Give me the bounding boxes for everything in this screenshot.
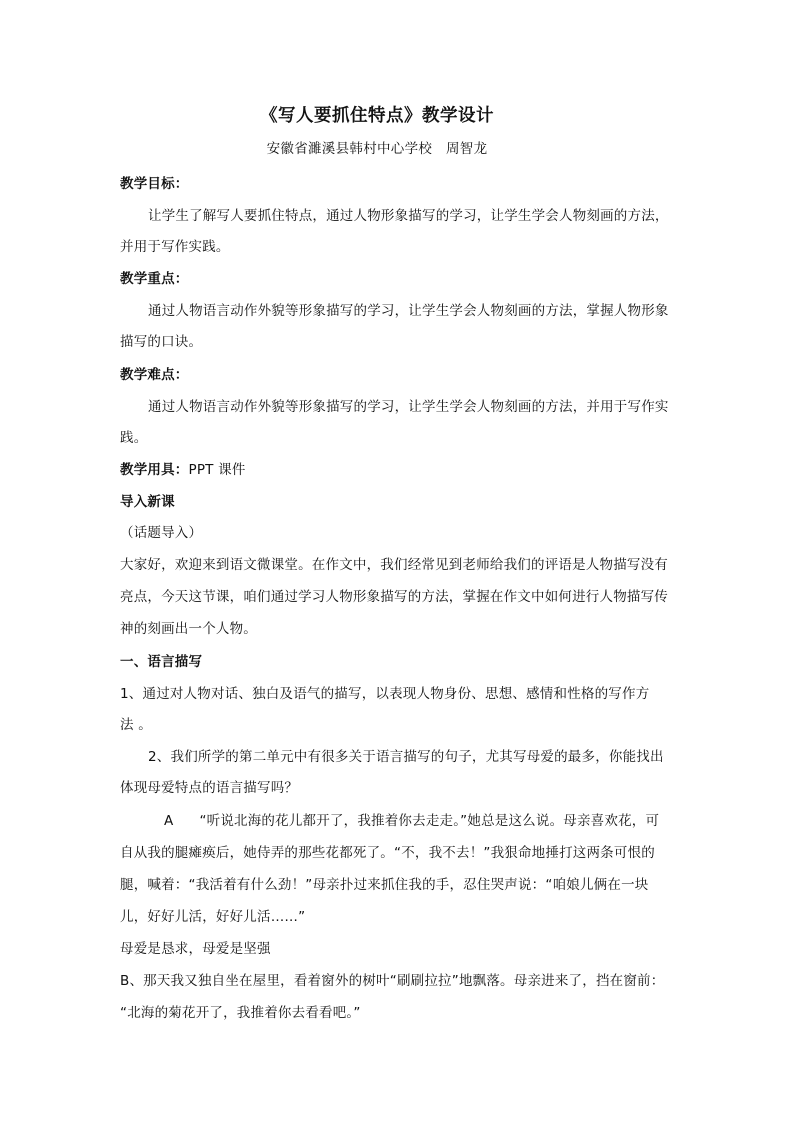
- goals-paragraph-line-1: 让学生了解写人要抓住特点，通过人物形象描写的学习，让学生学会人物刻画的方法，: [148, 208, 669, 224]
- example-b-line-2: “北海的菊花开了，我推着你去看看吧。”: [120, 1005, 361, 1021]
- example-a-label: A: [164, 813, 174, 829]
- intro-paragraph-line-3: 神的刻画出一个人物。: [120, 621, 257, 637]
- part-one-heading: 一、语言描写: [120, 654, 203, 670]
- goals-heading: 教学目标：: [120, 176, 189, 192]
- example-a-line-1: [164, 812, 659, 830]
- difficulties-paragraph-line-1: 通过人物语言动作外貌等形象描写的学习，让学生学会人物刻画的方法，并用于写作实: [148, 399, 669, 415]
- intro-paragraph-line-1: 大家好，欢迎来到语文微课堂。在作文中，我们经常见到老师给我们的评语是人物描写没有: [120, 557, 668, 573]
- intro-subheading: （话题导入）: [120, 525, 203, 541]
- point-one-line-2: 法 。: [120, 717, 152, 733]
- teaching-tools-line: [120, 461, 246, 479]
- example-b-line-1: B、那天我又独自坐在屋里，看着窗外的树叶“刷刷拉拉”地飘落。母亲进来了，挡在窗前：: [120, 973, 665, 989]
- intro-paragraph-line-2: 亮点，今天这节课，咱们通过学习人物形象描写的方法，掌握在作文中如何进行人物描写传: [120, 589, 668, 605]
- example-a-text-1: “听说北海的花儿都开了，我推着你去走走。”她总是这么说。母亲喜欢花，可: [199, 813, 660, 829]
- difficulties-heading: 教学难点：: [120, 367, 189, 383]
- point-two-line-1: 2、我们所学的第二单元中有很多关于语言描写的句子，尤其写母爱的最多，你能找出: [148, 749, 664, 765]
- example-a-line-2: 自从我的腿瘫痪后，她侍弄的那些花都死了。“不，我不去！”我狠命地捶打这两条可恨的: [120, 845, 655, 861]
- goals-paragraph-line-2: 并用于写作实践。: [120, 239, 230, 255]
- key-points-heading: 教学重点：: [120, 271, 189, 287]
- example-a-note: 母爱是恳求，母爱是坚强: [120, 941, 271, 957]
- key-points-paragraph-line-1: 通过人物语言动作外貌等形象描写的学习，让学生学会人物刻画的方法，掌握人物形象: [148, 303, 669, 319]
- author-line: 安徽省濉溪县韩村中心学校 周智龙: [266, 141, 488, 157]
- example-a-line-3: 腿，喊着：“我活着有什么劲！”母亲扑过来抓住我的手，忍住哭声说：“咱娘儿俩在一块: [120, 877, 649, 893]
- point-one-line-1: 1、通过对人物对话、独白及语气的描写，以表现人物身份、思想、感情和性格的写作方: [120, 686, 650, 702]
- intro-heading: 导入新课: [120, 494, 175, 510]
- teaching-tools-value: PPT 课件: [188, 462, 246, 478]
- example-a-line-4: 儿，好好儿活，好好儿活……”: [120, 909, 306, 925]
- teaching-tools-heading: 教学用具：: [120, 462, 189, 478]
- point-two-line-2: 体现母爱特点的语言描写吗？: [120, 780, 299, 796]
- difficulties-paragraph-line-2: 践。: [120, 430, 148, 446]
- key-points-paragraph-line-2: 描写的口诀。: [120, 334, 203, 350]
- document-title: 《写人要抓住特点》教学设计: [260, 106, 494, 126]
